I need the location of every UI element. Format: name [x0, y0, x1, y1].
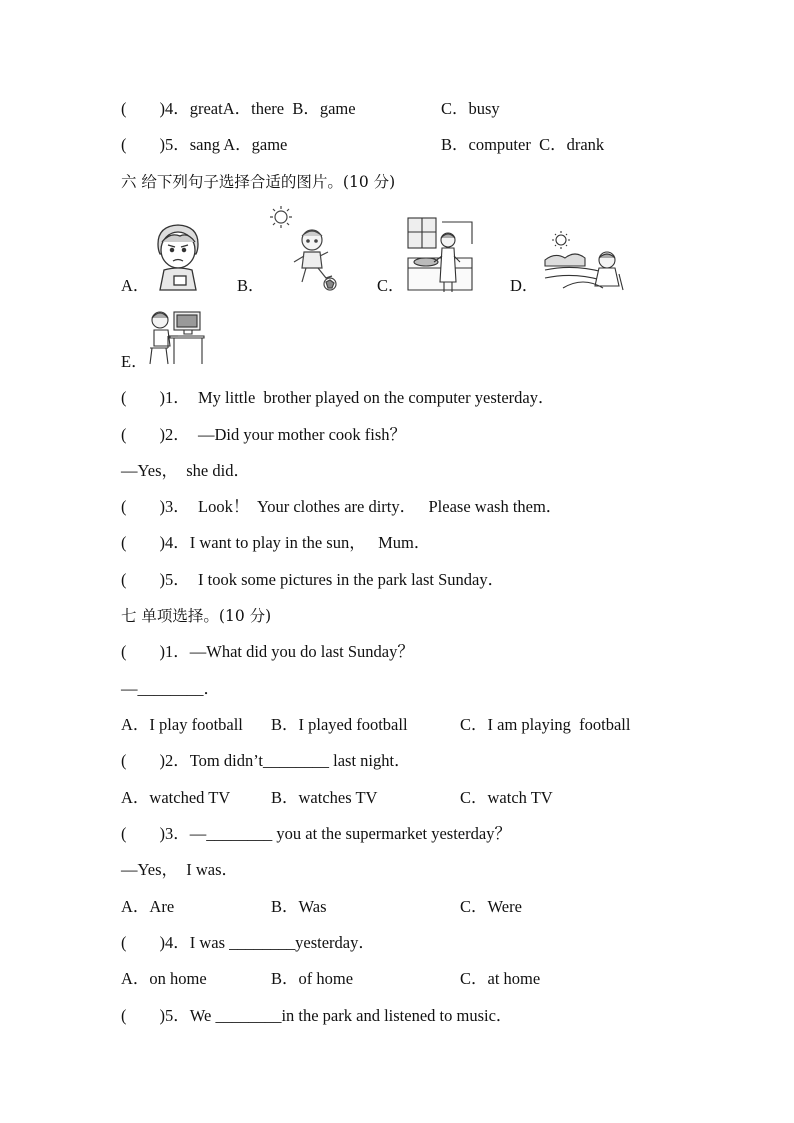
picture-b-label: B． — [237, 276, 265, 295]
choice-q3: ( )3．—________ you at the supermarket yesterday？ — [121, 824, 511, 843]
choice-q1-option-b: B．I played football — [271, 715, 408, 734]
matching-item-4: ( )4．I want to play in the sun， Mum． — [121, 533, 431, 552]
matching-item-3: ( )3． Look！ Your clothes are dirty． Please wash them． — [121, 497, 563, 516]
picture-e-label: E． — [121, 352, 148, 371]
matching-item-2-answer: —Yes， she did． — [121, 461, 250, 480]
choice-q2-option-a: A．watched TV — [121, 788, 231, 807]
choice-q2-option-c: C．watch TV — [460, 788, 553, 807]
sad-boy-icon — [150, 220, 206, 292]
woman-cooking-icon — [406, 216, 476, 294]
choice-q4-option-b: B．of home — [271, 969, 354, 988]
question-5-5-options: B．computer C．drank — [441, 135, 605, 154]
choice-q2: ( )2．Tom didn’t________ last night． — [121, 751, 411, 770]
girl-kicking-ball-icon — [268, 204, 342, 294]
picture-d-label: D． — [510, 276, 539, 295]
choice-q3-option-a: A．Are — [121, 897, 175, 916]
boy-at-computer-icon — [146, 306, 208, 368]
choice-q4: ( )4．I was ________yesterday． — [121, 933, 375, 952]
choice-q3-option-c: C．Were — [460, 897, 522, 916]
picture-a-label: A． — [121, 276, 150, 295]
choice-q3-answer: —Yes， I was． — [121, 860, 239, 879]
choice-q3-option-b: B．Was — [271, 897, 327, 916]
question-5-4: ( )4．greatA．there B．game — [121, 99, 356, 118]
matching-item-1: ( )1． My little brother played on the computer yesterday． — [121, 388, 555, 407]
section-6-heading: 六 给下列句子选择合适的图片。(10 分) — [121, 173, 396, 191]
choice-q1-option-a: A．I play football — [121, 715, 243, 734]
question-5-5: ( )5．sang A．game — [121, 135, 288, 154]
boy-in-sun-icon — [543, 230, 625, 294]
picture-c-label: C． — [377, 276, 405, 295]
choice-q1: ( )1．—What did you do last Sunday？ — [121, 642, 414, 661]
choice-q1-answer: —________． — [121, 679, 220, 698]
matching-item-2: ( )2． —Did your mother cook fish？ — [121, 425, 407, 444]
choice-q1-option-c: C．I am playing football — [460, 715, 631, 734]
choice-q5: ( )5．We ________in the park and listened to music． — [121, 1006, 513, 1025]
choice-q4-option-c: C．at home — [460, 969, 541, 988]
choice-q4-option-a: A．on home — [121, 969, 207, 988]
choice-q2-option-b: B．watches TV — [271, 788, 378, 807]
matching-item-5: ( )5． I took some pictures in the park last Sunday． — [121, 570, 505, 589]
section-7-heading: 七 单项选择。(10 分) — [121, 607, 272, 625]
question-5-4-option-c: C．busy — [441, 99, 500, 118]
